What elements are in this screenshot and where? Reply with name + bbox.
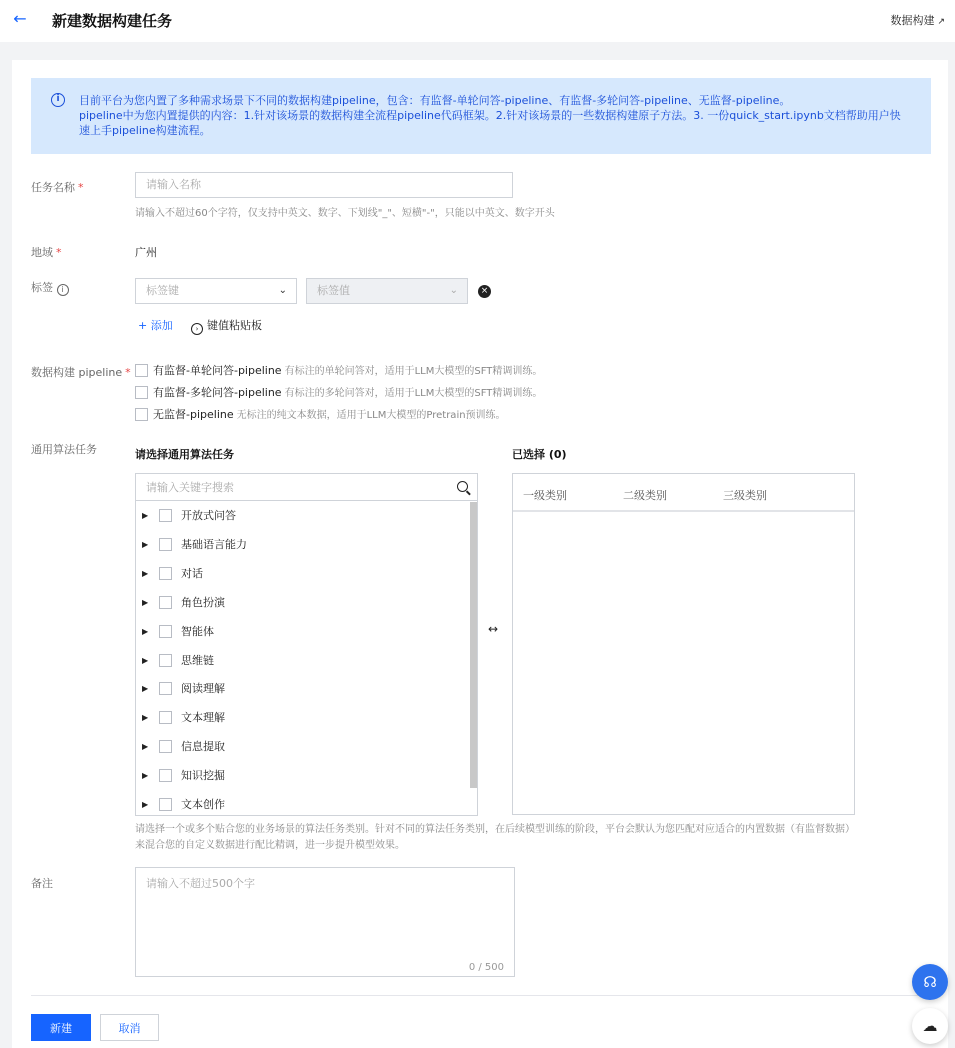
algo-tree <box>135 473 478 816</box>
chevron-down-icon: ⌄ <box>449 285 458 296</box>
swap-arrows-icon: ↔ <box>488 622 499 636</box>
region-label: 地域 * <box>31 246 62 259</box>
caret-right-icon[interactable]: ▶ <box>142 742 149 752</box>
algo-left-title: 请选择通用算法任务 <box>135 448 234 461</box>
cancel-button[interactable]: 取消 <box>100 1014 159 1041</box>
tree-item[interactable] <box>136 732 470 761</box>
add-tag-link[interactable]: + 添加 <box>138 319 173 332</box>
checkbox[interactable] <box>159 740 172 753</box>
checkbox[interactable] <box>159 567 172 580</box>
external-link-icon: ↗ <box>937 17 945 27</box>
tag-value-select: 标签值 ⌄ <box>306 278 468 304</box>
tree-item[interactable] <box>136 617 470 646</box>
checkbox[interactable] <box>159 769 172 782</box>
algo-label: 通用算法任务 <box>31 443 97 456</box>
tree-item[interactable] <box>136 646 470 675</box>
page-title: 新建数据构建任务 <box>52 12 173 30</box>
top-bar <box>0 0 955 42</box>
tree-item-label: 信息提取 <box>181 740 225 754</box>
pipeline-option[interactable]: 无监督-pipeline 无标注的纯文本数据，适用于LLM大模型的Pretrain预训练。 <box>135 406 506 422</box>
algo-search-input[interactable]: 请输入关键字搜索 <box>136 474 477 501</box>
column-header: 一级类别 <box>523 489 567 502</box>
checkbox[interactable] <box>159 509 172 522</box>
search-icon[interactable] <box>457 481 468 492</box>
column-header: 三级类别 <box>723 489 767 502</box>
create-button[interactable]: 新建 <box>31 1014 91 1041</box>
task-name-label: 任务名称 * <box>31 181 84 194</box>
chevron-down-icon: ⌄ <box>278 285 287 296</box>
tree-item-label: 开放式问答 <box>181 509 236 522</box>
doc-link[interactable] <box>890 12 945 28</box>
form-card <box>12 60 948 1048</box>
headset-support-icon[interactable]: ☊ <box>912 964 948 1000</box>
notice-line-2: pipeline中为您内置提供的内容：1.针对该场景的数据构建全流程pipeline代码框架。2.针对该场景的一些数据构建原子方法。3. 一份quick_start.ipynb文档帮助用户快速上手pipeline构建流程。 <box>79 109 901 137</box>
divider <box>31 995 931 996</box>
selected-panel <box>512 473 855 815</box>
caret-right-icon[interactable]: ▶ <box>142 568 149 578</box>
char-counter: 0 / 500 <box>468 962 504 973</box>
tree-item-label: 阅读理解 <box>181 682 225 696</box>
tree-item[interactable] <box>136 588 470 617</box>
checkbox[interactable] <box>159 654 172 667</box>
checkbox[interactable] <box>135 364 148 377</box>
remark-label: 备注 <box>31 877 53 890</box>
region-value: 广州 <box>135 246 157 259</box>
tree-item-label: 文本理解 <box>181 711 225 725</box>
checkbox[interactable] <box>135 408 148 421</box>
tree-item-label: 对话 <box>181 566 203 580</box>
remark-textarea[interactable]: 请输入不超过500个字 0 / 500 <box>135 867 515 977</box>
info-circle-icon: i <box>57 284 69 296</box>
pipeline-option[interactable]: 有监督-单轮问答-pipeline 有标注的单轮问答对，适用于LLM大模型的SFT精调训练。 <box>135 362 542 378</box>
tree-item[interactable] <box>136 501 470 530</box>
caret-right-icon[interactable]: ▶ <box>142 800 149 809</box>
task-name-hint: 请输入不超过60个字符，仅支持中英文、数字、下划线"_"、短横"-"，只能以中英文、数字开头 <box>135 208 555 219</box>
tree-item[interactable] <box>136 703 470 732</box>
task-name-input[interactable]: 请输入名称 <box>135 172 513 198</box>
checkbox[interactable] <box>159 682 172 695</box>
chevron-right-circle-icon: › <box>191 323 203 335</box>
tree-item-label: 智能体 <box>181 624 214 638</box>
checkbox[interactable] <box>159 798 172 811</box>
tree-item[interactable] <box>136 530 470 559</box>
tree-item-label: 文本创作 <box>181 798 225 811</box>
caret-right-icon[interactable]: ▶ <box>142 626 149 636</box>
info-notice <box>31 78 931 154</box>
tree-item-label: 思维链 <box>181 653 214 667</box>
doc-link-label: 数据构建 <box>890 14 935 27</box>
pipeline-option[interactable]: 有监督-多轮问答-pipeline 有标注的多轮问答对，适用于LLM大模型的SFT精调训练。 <box>135 384 542 400</box>
algo-hint: 请选择一个或多个贴合您的业务场景的算法任务类别。针对不同的算法任务类别，在后续模型训练的阶段，平台会默认为您匹配对应适合的内置数据（有监督数据） 来混合您的自定义数据进行配比精调，进一步提升模型效果。 <box>135 824 855 851</box>
caret-right-icon[interactable]: ▶ <box>142 713 149 723</box>
tree-item-label: 基础语言能力 <box>181 537 247 551</box>
caret-right-icon[interactable]: ▶ <box>142 597 149 607</box>
caret-right-icon[interactable]: ▶ <box>142 539 149 549</box>
tree-item-label: 角色扮演 <box>181 595 225 609</box>
column-header: 二级类别 <box>623 489 667 502</box>
tree-item[interactable] <box>136 761 470 790</box>
scrollbar[interactable] <box>470 502 477 788</box>
caret-right-icon[interactable]: ▶ <box>142 655 149 665</box>
checkbox[interactable] <box>159 625 172 638</box>
tags-label: 标签 i <box>31 279 69 296</box>
paste-board-link[interactable]: › 键值粘贴板 <box>191 317 262 335</box>
checkbox[interactable] <box>159 538 172 551</box>
caret-right-icon[interactable]: ▶ <box>142 684 149 694</box>
checkbox[interactable] <box>135 386 148 399</box>
caret-right-icon[interactable]: ▶ <box>142 511 149 520</box>
checkbox[interactable] <box>159 711 172 724</box>
tree-item-label: 知识挖掘 <box>181 769 225 783</box>
remove-tag-icon[interactable]: × <box>478 285 491 298</box>
checkbox[interactable] <box>159 596 172 609</box>
algo-right-title: 已选择 (0) <box>512 448 567 461</box>
back-arrow-icon[interactable]: ← <box>13 9 27 28</box>
info-icon: i <box>51 93 65 107</box>
tree-item[interactable] <box>136 674 470 703</box>
cloud-icon[interactable]: ☁ <box>912 1008 948 1044</box>
notice-line-1: 目前平台为您内置了多种需求场景下不同的数据构建pipeline，包含：有监督-单轮问答-pipeline、有监督-多轮问答-pipeline、无监督-pipeline。 <box>79 94 791 107</box>
selected-header <box>513 474 854 512</box>
tree-item[interactable] <box>136 790 470 819</box>
pipeline-label: 数据构建 pipeline * <box>31 366 131 379</box>
caret-right-icon[interactable]: ▶ <box>142 771 149 781</box>
tag-key-select[interactable]: 标签键 ⌄ <box>135 278 297 304</box>
tree-item[interactable] <box>136 559 470 588</box>
